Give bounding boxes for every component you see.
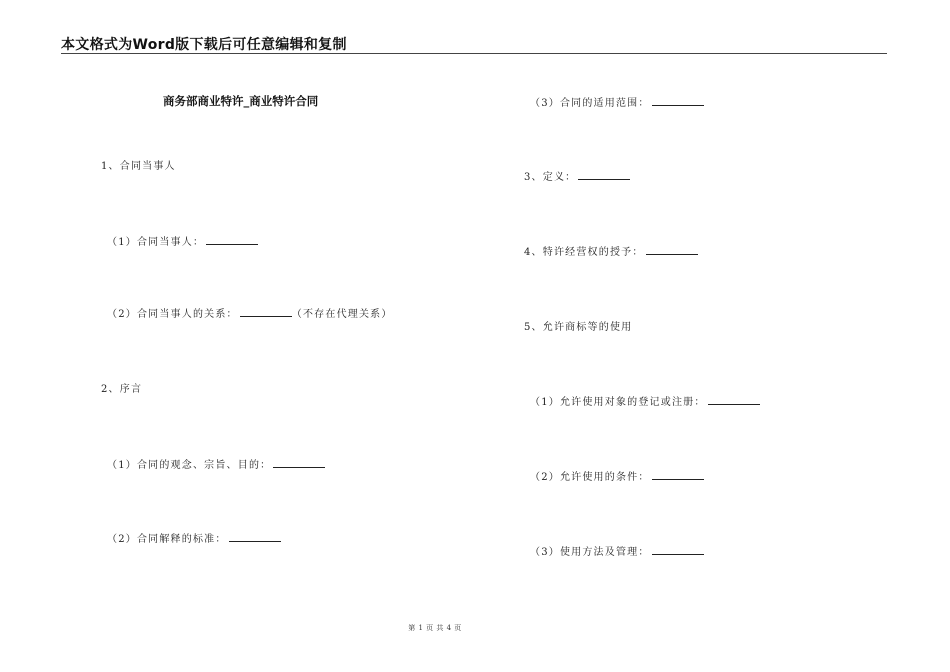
page-header: 本文格式为Word版下载后可任意编辑和复制 [61,37,347,53]
right-line-0 [530,94,704,109]
fill-blank [652,544,704,555]
fill-blank [652,95,704,106]
line-text: （1）合同的观念、宗旨、目的： [107,460,272,471]
line-text: （2）合同解释的标准： [107,534,227,545]
fill-blank [273,457,325,468]
line-text: （3）合同的适用范围： [530,98,650,109]
left-line-4 [107,456,325,471]
left-line-0 [101,157,176,172]
left-line-1 [107,233,258,248]
fill-blank [652,469,704,480]
line-text: （2）允许使用的条件： [530,472,650,483]
left-line-5 [107,530,281,545]
line-text: （1）合同当事人： [107,237,205,248]
right-line-2 [524,243,698,258]
fill-blank [240,306,292,317]
line-text: 1、合同当事人 [101,161,176,172]
document-title: 商务部商业特许_商业特许合同 [163,94,319,108]
right-line-6 [530,543,704,558]
fill-blank [206,234,258,245]
right-line-1 [524,168,630,183]
page-footer: 第 1 页 共 4 页 [408,624,462,632]
right-line-4 [530,393,760,408]
line-text: （3）使用方法及管理： [530,547,650,558]
line-text: 4、特许经营权的授予： [524,247,644,258]
line-text: （1）允许使用对象的登记或注册： [530,397,706,408]
line-text: （2）合同当事人的关系： [107,309,238,320]
fill-blank [646,244,698,255]
fill-blank [578,169,630,180]
line-text: 5、允许商标等的使用 [524,322,633,333]
fill-blank [708,394,760,405]
header-divider [61,53,887,54]
left-line-3 [101,380,142,395]
line-suffix: （不存在代理关系） [291,309,393,320]
line-text: 3、定义： [524,172,577,183]
right-line-3 [524,318,632,333]
fill-blank [229,531,281,542]
line-text: 2、序言 [101,384,143,395]
right-line-5 [530,468,704,483]
left-line-2 [107,305,393,320]
